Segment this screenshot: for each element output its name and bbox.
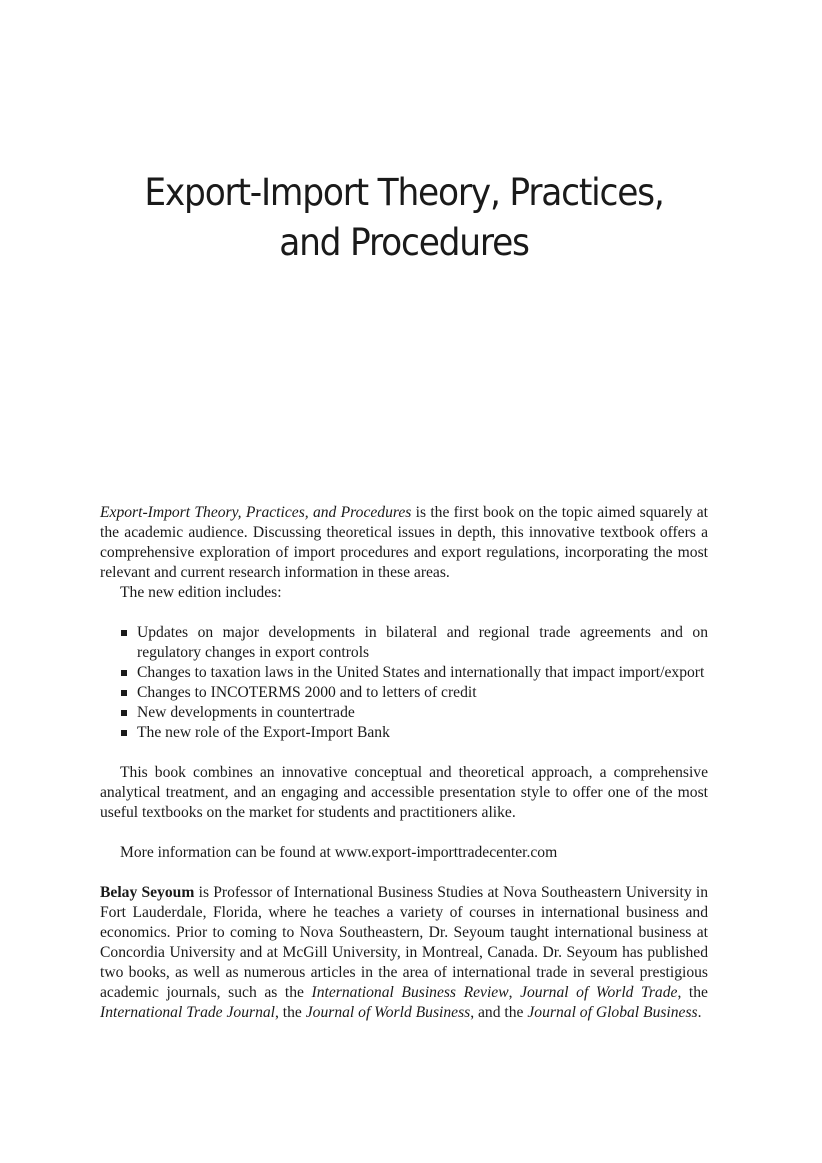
intro-text: is the first book on the topic aimed squarely at the academic audience. Discussing theoretical issues in depth, this innovative textbook offers a comprehensive exploration of import procedures and export regulations, incorporating the most relevant and current research information in these areas.: [100, 504, 709, 581]
list-item: New developments in countertrade: [137, 703, 708, 723]
more-info-paragraph: More information can be found at www.export-importtradecenter.com: [120, 844, 558, 861]
list-item: Changes to INCOTERMS 2000 and to letters of credit: [137, 683, 708, 703]
author-name: Belay Seyoum: [100, 884, 195, 901]
list-item: Updates on major developments in bilateral and regional trade agreements and on regulatory changes in export controls: [137, 624, 708, 661]
book-title: [121, 168, 686, 268]
new-edition-label: The new edition includes:: [120, 584, 282, 601]
list-item: The new role of the Export-Import Bank: [137, 723, 708, 743]
author-bio: Belay Seyoum is Professor of International Business Studies at Nova Southeastern University in Fort Lauderdale, Florida, where he teaches a variety of courses in international business and economics. Prior to coming to Nova Southeastern, Dr. Seyoum taught international business at Concordia University and at McGill University, in Montreal, Canada. Dr. Seyoum has published two books, as well as numerous articles in the area of international trade in several prestigious academic journals, such as the International Business Review, Journal of World Trade, the International Trade Journal, the Journal of World Business, and the Journal of Global Business.: [100, 884, 708, 1021]
book-title-line-2: and Procedures: [279, 221, 529, 264]
journal-title: International Business Review: [311, 984, 509, 1001]
intro-paragraph: [100, 503, 708, 583]
new-edition-list: [100, 623, 708, 743]
intro-book-title: Export-Import Theory, Practices, and Procedures: [100, 504, 412, 521]
journal-title: Journal of World Trade: [520, 984, 678, 1001]
summary-paragraph: This book combines an innovative conceptual and theoretical approach, a comprehensive analytical treatment, and an engaging and accessible presentation style to offer one of the most useful textbooks on the market for students and practitioners alike.: [100, 764, 708, 821]
back-cover-text: [100, 503, 708, 1023]
book-title-line-1: Export-Import Theory, Practices,: [144, 171, 664, 214]
list-item: Changes to taxation laws in the United States and internationally that impact import/export: [137, 663, 708, 683]
journal-title: International Trade Journal: [100, 1004, 275, 1021]
journal-title: Journal of Global Business: [527, 1004, 698, 1021]
journal-title: Journal of World Business: [305, 1004, 471, 1021]
